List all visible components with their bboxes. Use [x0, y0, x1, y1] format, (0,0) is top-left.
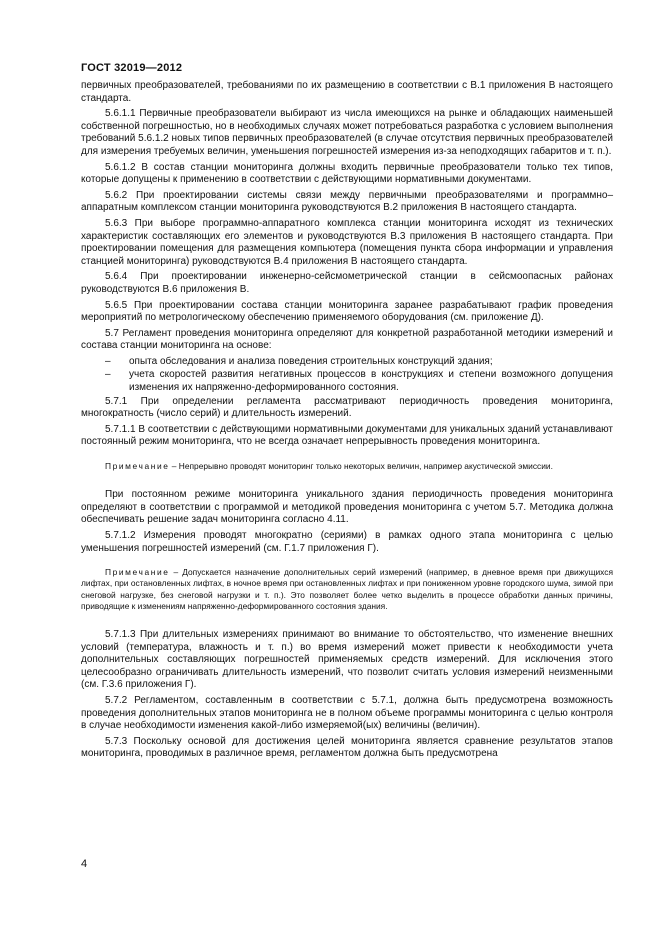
paragraph-5-7-1: 5.7.1 При определении регламента рассматривают периодичность проведения мониторинга, многократность (число серий) и длительность измерений. — [81, 395, 613, 420]
paragraph-5-7-1-3: 5.7.1.3 При длительных измерениях принимают во внимание то обстоятельство, что изменение внешних условий (температура, влажность и т. п.) во время измерений может привести к необходимости учета дополнительных составляющих погрешностей применяемых средств измерений. Для исключения этого целесообразно ограничивать длительность измерений, что позволит считать условия измерений неизменными (см. Г.3.6 приложения Г). — [81, 629, 613, 691]
list-item — [81, 369, 613, 394]
document-header: ГОСТ 32019—2012 — [81, 62, 183, 74]
paragraph-5-6-4: 5.6.4 При проектировании инженерно-сейсмометрической станции в сейсмоопасных районах руководствуются В.6 приложения В. — [81, 271, 613, 295]
note-label: Примечание — [105, 567, 170, 578]
paragraph-5-7-1-1: 5.7.1.1 В соответствии с действующими нормативными документами для уникальных зданий устанавливают постоянный режим мониторинга, что не всегда означает непрерывность проведения мониторинга. — [81, 423, 613, 448]
paragraph-5-7-2: 5.7.2 Регламентом, составленным в соответствии с 5.7.1, должна быть предусмотрена возможность проведения дополнительных этапов мониторинга не в полном объеме программы мониторинга с целью контроля в случае необходимости изменения какой-либо измеряемой(ых) величины (величин). — [81, 694, 613, 732]
note — [81, 567, 613, 612]
list-item-text: учета скоростей развития негативных процессов в конструкциях и степени возможного допущения изменения их напряженно-деформированного состояния. — [129, 369, 613, 394]
note-text: – Непрерывно проводят мониторинг только некоторых величин, например акустической эмиссии. — [169, 461, 553, 472]
note-label: Примечание — [105, 461, 170, 472]
paragraph-5-6-5: 5.6.5 При проектировании состава станции мониторинга заранее разрабатывают график проведения мероприятий по метрологическому обеспечению применяемого оборудования (см. приложение Д). — [81, 299, 613, 324]
paragraph: При постоянном режиме мониторинга уникального здания периодичность проведения мониторинга определяют в соответствии с программой и методикой проведения мониторинга с учетом 5.7. Методика должна обеспечивать решение задач мониторинга согласно 4.11. — [81, 489, 613, 526]
dash-marker: – — [105, 369, 111, 381]
paragraph-5-7-3: 5.7.3 Поскольку основой для достижения целей мониторинга является сравнение результатов этапов мониторинга, проводимых в различное время, регламентом должна быть предусмотрена — [81, 735, 613, 760]
note — [81, 461, 613, 472]
list-item-text: опыта обследования и анализа поведения строительных конструкций здания; — [129, 355, 493, 367]
dash-marker: – — [105, 355, 111, 367]
paragraph-5-6-2: 5.6.2 При проектировании системы связи между первичными преобразователями и программно–аппаратным комплексом станции мониторинга руководствуются В.2 приложения В настоящего стандарта. — [81, 189, 613, 214]
document-body — [81, 80, 613, 764]
paragraph-5-6-1-2: 5.6.1.2 В состав станции мониторинга должны входить первичные преобразователи только тех типов, которые допущены к применению в соответствии с действующими нормативными документами. — [81, 161, 613, 186]
paragraph-5-7-1-2: 5.7.1.2 Измерения проводят многократно (сериями) в рамках одного этапа мониторинга с целью уменьшения погрешностей измерений (см. Г.1.7 приложения Г). — [81, 530, 613, 554]
paragraph-5-7: 5.7 Регламент проведения мониторинга определяют для конкретной разработанной методики измерений и состава станции мониторинга на основе: — [81, 327, 613, 352]
page-number: 4 — [81, 858, 88, 870]
paragraph-5-6-3: 5.6.3 При выборе программно-аппаратного комплекса станции мониторинга исходят из технических характеристик составляющих его элементов и руководствуются В.3 приложения В настоящего стандарта. При проектировании помещения для размещения компьютера (помещения пункта сбора информации и управления станцией мониторинга) руководствуются В.4 приложения В настоящего стандарта. — [81, 217, 613, 267]
paragraph-5-6-1-1: 5.6.1.1 Первичные преобразователи выбирают из числа имеющихся на рынке и обладающих наименьшей собственной погрешностью, но в необходимых случаях может потребоваться разработка с условием выполнения требований 5.6.1.2 новых типов первичных преобразователей (в случае отсутствия первичных преобразователей для измерения требуемых величин, уменьшения погрешностей измерения из-за неподходящих габаритов и т. п.). — [81, 108, 613, 157]
paragraph: первичных преобразователей, требованиями по их размещению в соответствии с В.1 приложения В настоящего стандарта. — [81, 80, 613, 104]
list-item — [81, 356, 613, 369]
note-text: – Допускается назначение дополнительных серий измерений (например, в дневное время при движущихся лифтах, при остановленных лифтах, в ночное время при остановленных лифтах и при пониженном уровне городского шума, зимой при снеговой нагрузке, без снеговой нагрузки и т. п.). Это позволяет более четко выделить в процессе обработки данных причины, приводящие к изменениям напряженно-деформированного состояния здания. — [81, 567, 613, 611]
